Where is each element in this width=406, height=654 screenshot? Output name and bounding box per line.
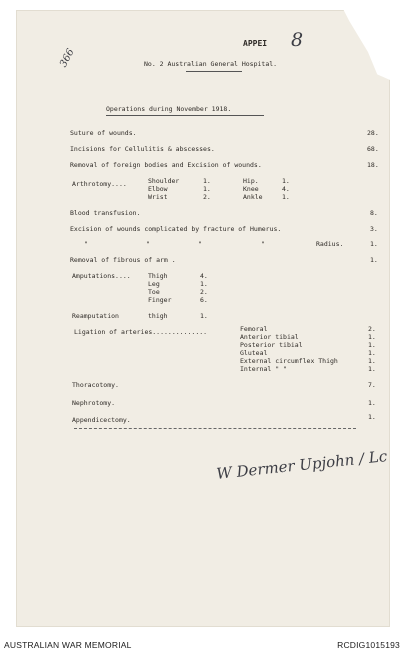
title-underline — [186, 71, 242, 72]
excision-radius-label: Radius. — [316, 240, 344, 248]
arthrotomy-site: Elbow — [148, 185, 168, 193]
appendix-number: 8 — [291, 29, 304, 51]
ditto-mark: " — [146, 240, 150, 248]
removal-total: 18. — [367, 161, 379, 169]
ligation-count: 1. — [368, 365, 376, 373]
arthrotomy-count: 1. — [282, 193, 290, 201]
reamputation-site: thigh — [148, 312, 168, 320]
excision-humerus-total: 3. — [370, 225, 378, 233]
ligation-artery: Internal " " — [240, 365, 287, 373]
page-heading: Operations during November 1918. — [106, 105, 232, 113]
incisions-label: Incisions for Cellulitis & abscesses. — [70, 145, 215, 153]
arthrotomy-count: 4. — [282, 185, 290, 193]
ligation-count: 1. — [368, 349, 376, 357]
nephrotomy-label: Nephrotomy. — [72, 399, 116, 407]
arthrotomy-site: Shoulder — [148, 177, 180, 185]
ligation-artery: External circumflex Thigh — [240, 357, 338, 365]
arthrotomy-site: Hip. — [243, 177, 259, 185]
ligation-count: 2. — [368, 325, 376, 333]
arthrotomy-label: Arthrotomy.... — [72, 180, 127, 188]
excision-radius-total: 1. — [370, 240, 378, 248]
thoracotomy-total: 7. — [368, 381, 376, 389]
arthrotomy-count: 1. — [203, 177, 211, 185]
nephrotomy-total: 1. — [368, 399, 376, 407]
appendicectomy-label: Appendicectomy. — [72, 416, 131, 424]
fibrous-total: 1. — [370, 256, 378, 264]
reamputation-count: 1. — [200, 312, 208, 320]
appendicectomy-total: 1. — [368, 413, 376, 421]
ligation-count: 1. — [368, 333, 376, 341]
arthrotomy-count: 1. — [203, 185, 211, 193]
torn-corner — [332, 10, 390, 80]
signature: W Dermer Upjohn / Lc — [215, 447, 388, 483]
arthrotomy-site: Ankle — [243, 193, 263, 201]
footer-record-id: RCDIG1015193 — [337, 640, 400, 650]
amputations-label: Amputations.... — [72, 272, 131, 280]
ditto-mark: " — [198, 240, 202, 248]
amputation-count: 4. — [200, 272, 208, 280]
amputation-site: Toe — [148, 288, 160, 296]
ligation-count: 1. — [368, 357, 376, 365]
appendix-label: APPEI — [243, 39, 268, 48]
amputation-count: 1. — [200, 280, 208, 288]
ditto-mark: " — [261, 240, 265, 248]
ligation-count: 1. — [368, 341, 376, 349]
ditto-mark: " — [84, 240, 88, 248]
ligation-label: Ligation of arteries.............. — [74, 328, 208, 336]
sutures-label: Suture of wounds. — [70, 129, 137, 137]
removal-label: Removal of foreign bodies and Excision of wounds. — [70, 161, 262, 169]
arthrotomy-count: 1. — [282, 177, 290, 185]
arthrotomy-site: Wrist — [148, 193, 168, 201]
amputation-site: Finger — [148, 296, 172, 304]
sutures-total: 28. — [367, 129, 379, 137]
ligation-artery: Femoral — [240, 325, 268, 333]
heading-underline — [106, 115, 264, 116]
ligation-artery: Anterior tibial — [240, 333, 299, 341]
fibrous-label: Removal of fibrous of arm . — [70, 256, 176, 264]
transfusion-total: 8. — [370, 209, 378, 217]
amputation-count: 2. — [200, 288, 208, 296]
amputation-count: 6. — [200, 296, 208, 304]
arthrotomy-count: 2. — [203, 193, 211, 201]
ligation-artery: Posterior tibial — [240, 341, 303, 349]
arthrotomy-site: Knee — [243, 185, 259, 193]
ligation-artery: Gluteal — [240, 349, 268, 357]
closing-rule — [74, 428, 356, 429]
thoracotomy-label: Thoracotomy. — [72, 381, 119, 389]
incisions-total: 68. — [367, 145, 379, 153]
reamputation-label: Reamputation — [72, 312, 119, 320]
footer-source: AUSTRALIAN WAR MEMORIAL — [4, 640, 132, 650]
amputation-site: Leg — [148, 280, 160, 288]
hospital-title: No. 2 Australian General Hospital. — [144, 60, 278, 68]
amputation-site: Thigh — [148, 272, 168, 280]
excision-humerus-label: Excision of wounds complicated by fracture of Humerus. — [70, 225, 282, 233]
transfusion-label: Blood transfusion. — [70, 209, 141, 217]
page-number: 366 — [58, 47, 77, 70]
